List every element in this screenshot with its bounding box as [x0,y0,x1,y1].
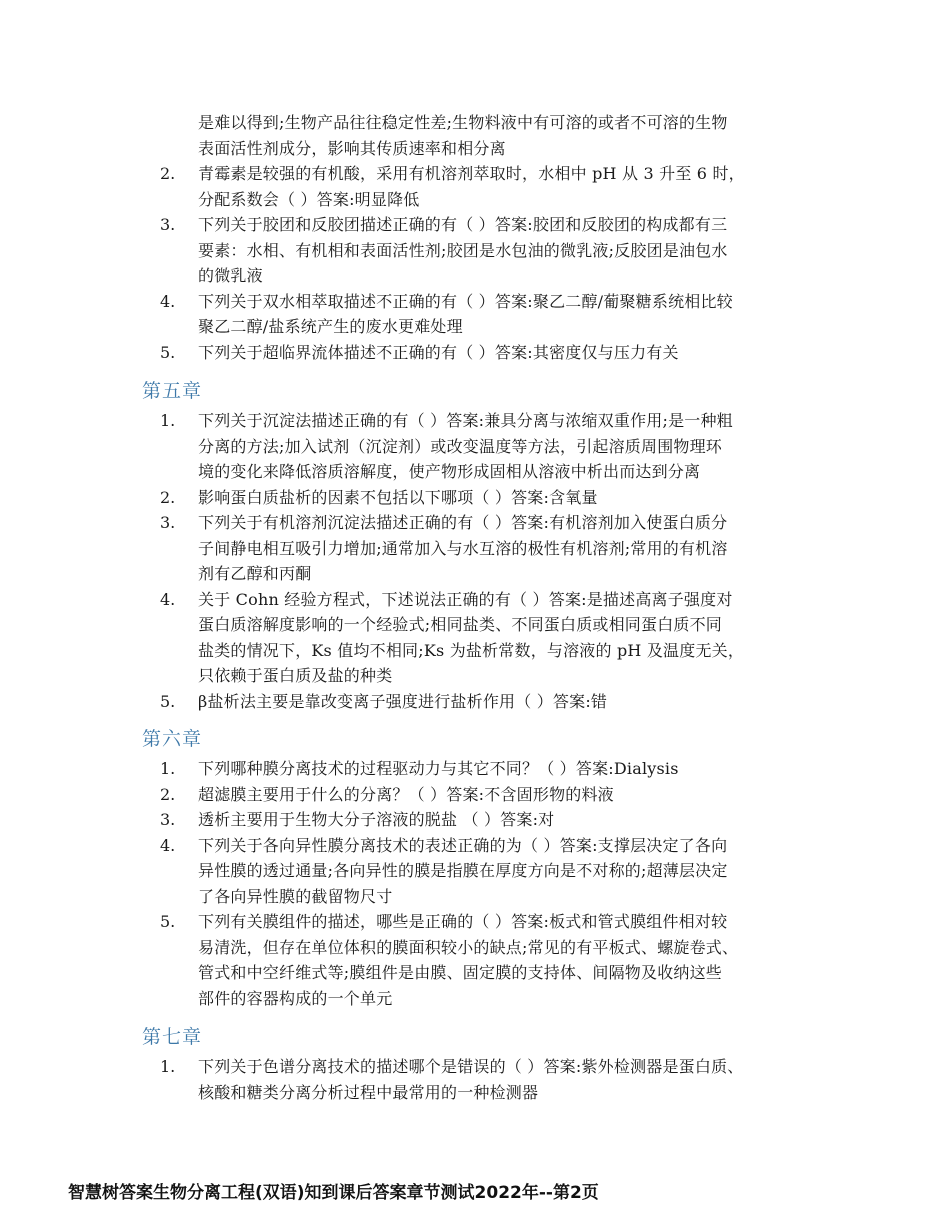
list-item [160,510,840,587]
chapter7-list [160,1054,840,1105]
chapter-heading: 第六章 [142,728,203,750]
list-item [160,756,840,782]
list-item [160,485,840,511]
item-text: 盐类的情况下，Ks 值均不相同;Ks 为盐析常数，与溶液的 pH 及温度无关， [198,640,745,660]
item-number: 1. [160,1057,176,1076]
item-text: 了各向异性膜的截留物尺寸 [198,886,393,906]
item-text: 下列关于双水相萃取描述不正确的有（ ）答案:聚乙二醇/葡聚糖系统相比较 [198,291,733,311]
list-item [160,289,840,340]
list-item [160,833,840,910]
item-number: 5. [160,691,176,711]
item-text: 关于 Cohn 经验方程式，下述说法正确的有（ ）答案:是描述高离子强度对 [198,589,733,609]
item-number: 4. [160,291,176,311]
item-number: 1. [160,411,176,430]
item-text: 下列关于沉淀法描述正确的有（ ）答案:兼具分离与浓缩双重作用;是一种粗 [198,411,733,430]
list-item [160,689,840,715]
intro-continuation [160,110,840,161]
item-text: 影响蛋白质盐析的因素不包括以下哪项（ ）答案:含氧量 [198,487,598,507]
item-text: 下列关于超临界流体描述不正确的有（ ）答案:其密度仅与压力有关 [198,342,679,362]
chapter5-list [160,408,840,714]
item-number: 3. [160,215,176,234]
item-number: 5. [160,912,176,931]
item-number: 2. [160,164,176,183]
item-text: 剂有乙醇和丙酮 [198,564,312,583]
item-text: 异性膜的透过通量;各向异性的膜是指膜在厚度方向是不对称的;超薄层决定 [198,861,728,880]
chapter6-list [160,756,840,1011]
chapter-heading: 第七章 [142,1026,203,1048]
list-item [160,408,840,485]
item-text: 下列哪种膜分离技术的过程驱动力与其它不同？（ ）答案:Dialysis [198,759,679,778]
text-line: 表面活性剂成分，影响其传质速率和相分离 [198,138,506,158]
item-text: 只依赖于蛋白质及盐的种类 [198,666,393,685]
item-text: 核酸和糖类分离分析过程中最常用的一种检测器 [198,1082,539,1102]
page-footer: 智慧树答案生物分离工程(双语)知到课后答案章节测试2022年--第2页 [68,1183,599,1203]
list-item [160,340,840,366]
item-number: 2. [160,487,176,507]
item-text: 分配系数会（ ）答案:明显降低 [198,189,420,209]
item-text: 下列有关膜组件的描述，哪些是正确的（ ）答案:板式和管式膜组件相对较 [198,912,728,931]
item-text: 要素：水相、有机相和表面活性剂;胶团是水包油的微乳液;反胶团是油包水 [198,240,728,260]
item-text: 境的变化来降低溶质溶解度，使产物形成固相从溶液中析出而达到分离 [198,462,701,481]
item-text: 下列关于各向异性膜分离技术的表述正确的为（ ）答案:支撑层决定了各向 [198,835,728,855]
list-item [160,1054,840,1105]
list-item [160,212,840,289]
list-item [160,782,840,808]
item-text: 下列关于有机溶剂沉淀法描述正确的有（ ）答案:有机溶剂加入使蛋白质分 [198,513,728,532]
item-text: 分离的方法;加入试剂（沉淀剂）或改变温度等方法，引起溶质周围物理环 [198,436,722,456]
item-number: 4. [160,835,176,855]
item-text: 下列关于胶团和反胶团描述正确的有（ ）答案:胶团和反胶团的构成都有三 [198,215,728,234]
item-text: 子间静电相互吸引力增加;通常加入与水互溶的极性有机溶剂;常用的有机溶 [198,538,728,558]
item-text: β盐析法主要是靠改变离子强度进行盐析作用（ ）答案:错 [198,691,608,711]
item-number: 5. [160,342,176,362]
item-text: 管式和中空纤维式等;膜组件是由膜、固定膜的支持体、间隔物及收纳这些 [198,963,722,982]
chapter-heading: 第五章 [142,380,203,402]
chapter4-list [160,161,840,365]
item-text: 的微乳液 [198,266,263,285]
item-text: 青霉素是较强的有机酸，采用有机溶剂萃取时，水相中 pH 从 3 升至 6 时， [198,164,745,183]
item-text: 易清洗，但存在单位体积的膜面积较小的缺点;常见的有平板式、螺旋卷式、 [198,937,739,957]
list-item [160,807,840,833]
item-number: 3. [160,513,176,532]
item-text: 透析主要用于生物大分子溶液的脱盐 （ ）答案:对 [198,810,555,829]
item-text: 蛋白质溶解度影响的一个经验式;相同盐类、不同蛋白质或相同蛋白质不同 [198,615,722,634]
item-number: 4. [160,589,176,609]
list-item [160,161,840,212]
item-text: 聚乙二醇/盐系统产生的废水更难处理 [198,317,463,336]
text-line: 是难以得到;生物产品往往稳定性差;生物料液中有可溶的或者不可溶的生物 [198,113,728,132]
item-text: 下列关于色谱分离技术的描述哪个是错误的（ ）答案:紫外检测器是蛋白质、 [198,1057,744,1076]
item-text: 部件的容器构成的一个单元 [198,988,393,1008]
item-number: 2. [160,784,176,804]
item-number: 3. [160,810,176,829]
list-item [160,909,840,1011]
item-number: 1. [160,759,176,778]
list-item [160,587,840,689]
item-text: 超滤膜主要用于什么的分离？（ ）答案:不含固形物的料液 [198,784,614,804]
